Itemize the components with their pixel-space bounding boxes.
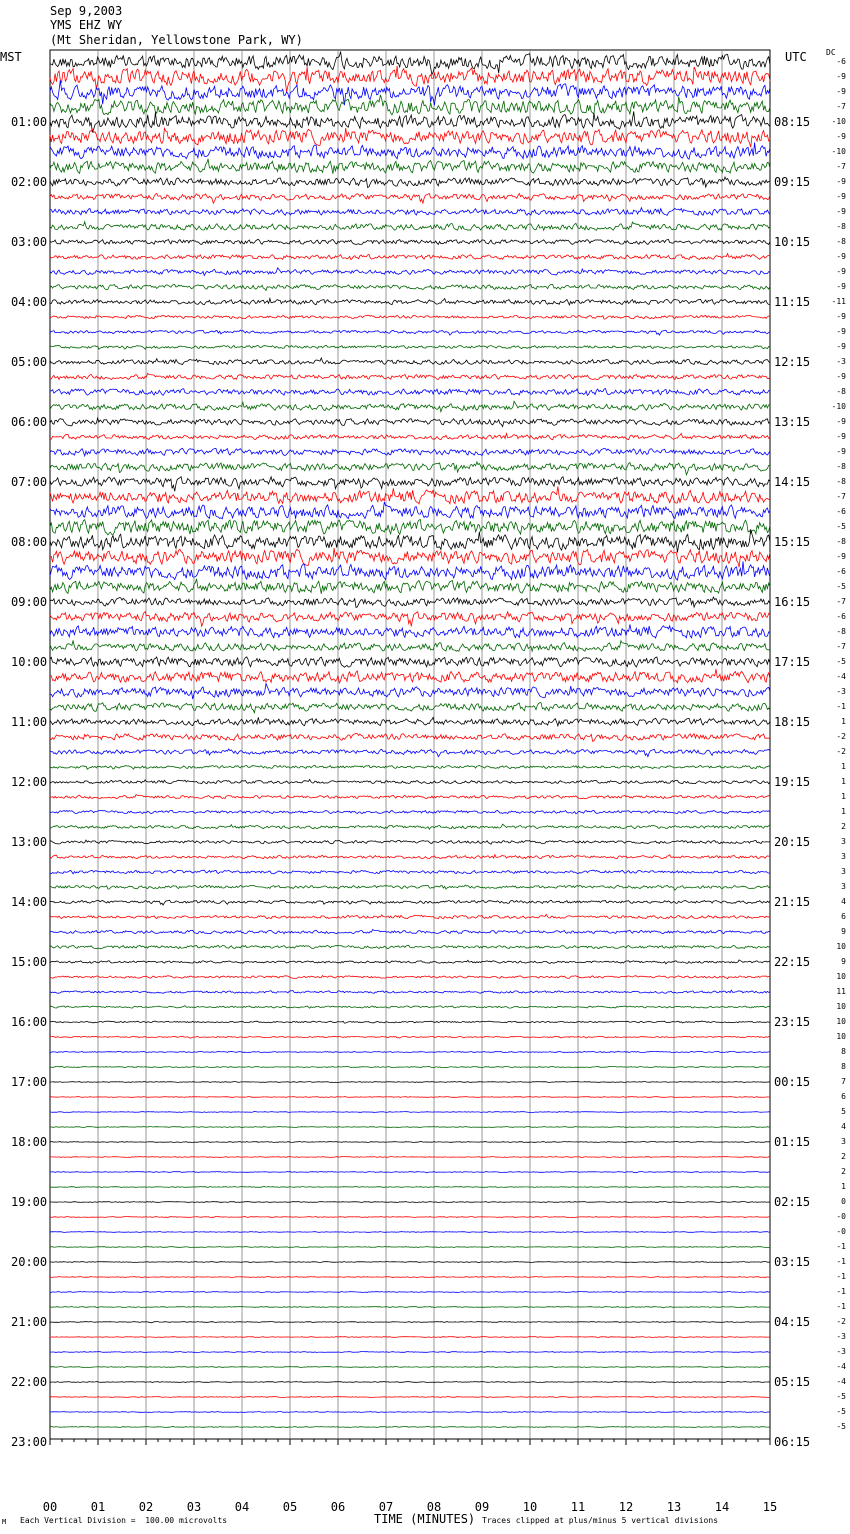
hour-label-left: 05:00 bbox=[11, 355, 48, 369]
trace-43 bbox=[50, 703, 770, 713]
dc-offset-label: -1 bbox=[836, 1257, 846, 1266]
dc-offset-label: -9 bbox=[836, 72, 846, 81]
hour-label-right: 11:15 bbox=[774, 295, 811, 309]
dc-offset-label: -5 bbox=[836, 1422, 846, 1431]
trace-52 bbox=[50, 840, 770, 844]
hour-label-right: 14:15 bbox=[774, 475, 811, 489]
hour-label-left: 03:00 bbox=[11, 235, 48, 249]
trace-3 bbox=[50, 95, 770, 115]
hour-label-right: 08:15 bbox=[774, 115, 811, 129]
trace-70 bbox=[50, 1111, 770, 1112]
trace-1 bbox=[50, 66, 770, 92]
dc-offset-label: -1 bbox=[836, 1302, 846, 1311]
dc-offset-label: -9 bbox=[836, 327, 846, 336]
dc-offset-label: 10 bbox=[836, 1017, 846, 1026]
dc-offset-label: -6 bbox=[836, 612, 846, 621]
hour-label-left: 18:00 bbox=[11, 1135, 48, 1149]
hour-label-left: 13:00 bbox=[11, 835, 48, 849]
dc-offset-label: -7 bbox=[836, 642, 846, 651]
x-tick-label-13: 13 bbox=[666, 1500, 682, 1514]
dc-offset-label: -6 bbox=[836, 507, 846, 516]
trace-18 bbox=[50, 330, 770, 335]
hour-label-right: 19:15 bbox=[774, 775, 811, 789]
hour-label-right: 10:15 bbox=[774, 235, 811, 249]
trace-72 bbox=[50, 1141, 770, 1142]
hour-label-right: 23:15 bbox=[774, 1015, 811, 1029]
x-tick-label-00: 00 bbox=[42, 1500, 58, 1514]
hour-label-left: 22:00 bbox=[11, 1375, 48, 1389]
dc-offset-label: -9 bbox=[836, 552, 846, 561]
trace-37 bbox=[50, 612, 770, 627]
trace-6 bbox=[50, 143, 770, 160]
trace-90 bbox=[50, 1411, 770, 1412]
dc-offset-label: 1 bbox=[841, 1182, 846, 1191]
dc-offset-label: -7 bbox=[836, 162, 846, 171]
clip-note: Traces clipped at plus/minus 5 vertical divisions bbox=[482, 1516, 719, 1525]
dc-offset-header: DC bbox=[826, 48, 836, 57]
dc-offset-label: 1 bbox=[841, 792, 846, 801]
trace-29 bbox=[50, 486, 770, 503]
dc-offset-label: -4 bbox=[836, 672, 846, 681]
dc-offset-label: -3 bbox=[836, 1347, 846, 1356]
dc-offset-label: -6 bbox=[836, 567, 846, 576]
trace-55 bbox=[50, 885, 770, 890]
trace-71 bbox=[50, 1127, 770, 1128]
hour-label-left: 10:00 bbox=[11, 655, 48, 669]
trace-74 bbox=[50, 1172, 770, 1173]
dc-offset-label: 8 bbox=[841, 1047, 846, 1056]
trace-64 bbox=[50, 1021, 770, 1023]
trace-39 bbox=[50, 640, 770, 651]
seismic-traces bbox=[50, 52, 770, 1428]
dc-offset-label: -0 bbox=[836, 1227, 846, 1236]
hour-label-right: 17:15 bbox=[774, 655, 811, 669]
dc-offset-label: -9 bbox=[836, 312, 846, 321]
trace-80 bbox=[50, 1262, 770, 1263]
dc-offset-label: -3 bbox=[836, 357, 846, 366]
hour-label-left: 07:00 bbox=[11, 475, 48, 489]
dc-offset-label: 1 bbox=[841, 717, 846, 726]
trace-85 bbox=[50, 1336, 770, 1337]
dc-offset-label: -9 bbox=[836, 87, 846, 96]
trace-8 bbox=[50, 177, 770, 187]
dc-offset-label: 1 bbox=[841, 777, 846, 786]
dc-offset-label: 6 bbox=[841, 1092, 846, 1101]
dc-offset-label: -9 bbox=[836, 252, 846, 261]
header-date: Sep 9,2003 bbox=[50, 4, 123, 18]
trace-22 bbox=[50, 389, 770, 396]
trace-82 bbox=[50, 1292, 770, 1293]
left-timezone-label: MST bbox=[0, 50, 22, 64]
hour-label-right: 00:15 bbox=[774, 1075, 811, 1089]
hour-label-left: 08:00 bbox=[11, 535, 48, 549]
dc-offset-label: 3 bbox=[841, 852, 846, 861]
trace-83 bbox=[50, 1307, 770, 1308]
trace-40 bbox=[50, 657, 770, 667]
hour-label-left: 12:00 bbox=[11, 775, 48, 789]
dc-offset-label: -10 bbox=[831, 117, 846, 126]
hour-label-left: 20:00 bbox=[11, 1255, 48, 1269]
trace-68 bbox=[50, 1082, 770, 1083]
hour-label-right: 18:15 bbox=[774, 715, 811, 729]
scale-note: Each Vertical Division = 100.00 microvolts bbox=[20, 1516, 228, 1525]
dc-offset-label: 9 bbox=[841, 927, 846, 936]
trace-54 bbox=[50, 870, 770, 874]
hour-label-right: 15:15 bbox=[774, 535, 811, 549]
dc-offset-label: 3 bbox=[841, 1137, 846, 1146]
hour-label-left: 21:00 bbox=[11, 1315, 48, 1329]
hour-label-left: 04:00 bbox=[11, 295, 48, 309]
hour-label-right: 21:15 bbox=[774, 895, 811, 909]
dc-offset-label: -8 bbox=[836, 537, 846, 546]
x-tick-label-04: 04 bbox=[234, 1500, 250, 1514]
dc-offset-label: 8 bbox=[841, 1062, 846, 1071]
hour-label-left: 09:00 bbox=[11, 595, 48, 609]
trace-77 bbox=[50, 1216, 770, 1217]
usgs-logo: M bbox=[2, 1518, 7, 1526]
dc-offset-label: 11 bbox=[836, 987, 846, 996]
hour-label-right: 22:15 bbox=[774, 955, 811, 969]
dc-offset-label: 4 bbox=[841, 1122, 846, 1131]
hour-label-right: 12:15 bbox=[774, 355, 811, 369]
x-tick-label-11: 11 bbox=[570, 1500, 586, 1514]
trace-15 bbox=[50, 284, 770, 290]
trace-51 bbox=[50, 824, 770, 829]
trace-30 bbox=[50, 502, 770, 519]
trace-65 bbox=[50, 1036, 770, 1038]
trace-12 bbox=[50, 239, 770, 244]
dc-offset-label: -5 bbox=[836, 1392, 846, 1401]
dc-offset-label: -2 bbox=[836, 732, 846, 741]
hour-label-right: 05:15 bbox=[774, 1375, 811, 1389]
hour-label-right: 01:15 bbox=[774, 1135, 811, 1149]
hour-label-left: 23:00 bbox=[11, 1435, 48, 1449]
dc-offset-label: -11 bbox=[831, 297, 846, 306]
dc-offset-label: 1 bbox=[841, 762, 846, 771]
hour-label-right: 13:15 bbox=[774, 415, 811, 429]
x-tick-label-10: 10 bbox=[522, 1500, 538, 1514]
trace-91 bbox=[50, 1426, 770, 1427]
trace-47 bbox=[50, 765, 770, 769]
x-tick-label-06: 06 bbox=[330, 1500, 346, 1514]
trace-78 bbox=[50, 1232, 770, 1233]
dc-offset-label: -4 bbox=[836, 1362, 846, 1371]
trace-35 bbox=[50, 579, 770, 594]
trace-53 bbox=[50, 855, 770, 859]
header-location: (Mt Sheridan, Yellowstone Park, WY) bbox=[50, 33, 303, 47]
hour-label-right: 20:15 bbox=[774, 835, 811, 849]
dc-offset-label: -1 bbox=[836, 1272, 846, 1281]
dc-offset-label: -9 bbox=[836, 447, 846, 456]
trace-16 bbox=[50, 299, 770, 305]
trace-28 bbox=[50, 477, 770, 492]
header-station: YMS EHZ WY bbox=[50, 18, 123, 32]
x-tick-label-02: 02 bbox=[138, 1500, 154, 1514]
trace-84 bbox=[50, 1322, 770, 1323]
dc-offset-label: -5 bbox=[836, 1407, 846, 1416]
dc-offset-label: -1 bbox=[836, 1242, 846, 1251]
trace-62 bbox=[50, 990, 770, 993]
trace-44 bbox=[50, 717, 770, 726]
trace-11 bbox=[50, 222, 770, 231]
dc-offset-label: -7 bbox=[836, 492, 846, 501]
trace-34 bbox=[50, 561, 770, 580]
trace-23 bbox=[50, 401, 770, 411]
dc-offset-label: -9 bbox=[836, 342, 846, 351]
hour-label-right: 06:15 bbox=[774, 1435, 811, 1449]
dc-offset-label: 5 bbox=[841, 1107, 846, 1116]
dc-offset-label: -1 bbox=[836, 702, 846, 711]
x-tick-label-05: 05 bbox=[282, 1500, 298, 1514]
dc-offset-label: 2 bbox=[841, 1167, 846, 1176]
trace-88 bbox=[50, 1381, 770, 1382]
dc-offset-label: 10 bbox=[836, 1032, 846, 1041]
trace-79 bbox=[50, 1246, 770, 1247]
trace-75 bbox=[50, 1187, 770, 1188]
trace-21 bbox=[50, 373, 770, 379]
dc-offset-label: -7 bbox=[836, 597, 846, 606]
trace-89 bbox=[50, 1397, 770, 1398]
dc-offset-label: -8 bbox=[836, 387, 846, 396]
dc-offset-label: -3 bbox=[836, 1332, 846, 1341]
trace-76 bbox=[50, 1201, 770, 1202]
x-tick-label-01: 01 bbox=[90, 1500, 106, 1514]
dc-offset-label: -8 bbox=[836, 222, 846, 231]
dc-offset-label: 10 bbox=[836, 1002, 846, 1011]
hour-label-left: 14:00 bbox=[11, 895, 48, 909]
trace-4 bbox=[50, 111, 770, 132]
x-tick-label-07: 07 bbox=[378, 1500, 394, 1514]
trace-66 bbox=[50, 1051, 770, 1052]
dc-offset-label: -9 bbox=[836, 432, 846, 441]
trace-49 bbox=[50, 795, 770, 799]
hour-label-right: 16:15 bbox=[774, 595, 811, 609]
dc-offset-label: -1 bbox=[836, 1287, 846, 1296]
dc-offset-label: 10 bbox=[836, 972, 846, 981]
trace-58 bbox=[50, 930, 770, 934]
hour-label-left: 06:00 bbox=[11, 415, 48, 429]
trace-36 bbox=[50, 597, 770, 607]
dc-offset-label: -8 bbox=[836, 627, 846, 636]
trace-60 bbox=[50, 960, 770, 964]
dc-offset-label: -9 bbox=[836, 282, 846, 291]
dc-offset-label: 0 bbox=[841, 1197, 846, 1206]
trace-26 bbox=[50, 448, 770, 456]
x-tick-label-08: 08 bbox=[426, 1500, 442, 1514]
hour-label-left: 02:00 bbox=[11, 175, 48, 189]
dc-offset-label: 4 bbox=[841, 897, 846, 906]
trace-59 bbox=[50, 945, 770, 948]
hour-label-left: 16:00 bbox=[11, 1015, 48, 1029]
trace-27 bbox=[50, 462, 770, 475]
trace-45 bbox=[50, 733, 770, 741]
dc-offset-label: -4 bbox=[836, 1377, 846, 1386]
trace-5 bbox=[50, 128, 770, 147]
x-axis-label: TIME (MINUTES) bbox=[374, 1512, 476, 1526]
hour-label-left: 19:00 bbox=[11, 1195, 48, 1209]
trace-46 bbox=[50, 749, 770, 757]
dc-offset-label: -6 bbox=[836, 57, 846, 66]
dc-offset-label: -10 bbox=[831, 402, 846, 411]
trace-31 bbox=[50, 520, 770, 535]
dc-offset-label: -8 bbox=[836, 462, 846, 471]
dc-offset-label: -8 bbox=[836, 237, 846, 246]
trace-73 bbox=[50, 1157, 770, 1158]
trace-9 bbox=[50, 193, 770, 203]
trace-24 bbox=[50, 418, 770, 427]
trace-17 bbox=[50, 315, 770, 319]
trace-19 bbox=[50, 345, 770, 349]
trace-63 bbox=[50, 1006, 770, 1009]
dc-offset-label: -10 bbox=[831, 147, 846, 156]
trace-56 bbox=[50, 900, 770, 905]
x-tick-label-03: 03 bbox=[186, 1500, 202, 1514]
hour-label-left: 15:00 bbox=[11, 955, 48, 969]
dc-offset-label: 1 bbox=[841, 807, 846, 816]
trace-10 bbox=[50, 208, 770, 216]
x-tick-label-15: 15 bbox=[762, 1500, 778, 1514]
trace-50 bbox=[50, 810, 770, 813]
trace-61 bbox=[50, 976, 770, 979]
trace-32 bbox=[50, 529, 770, 552]
dc-offset-label: -8 bbox=[836, 477, 846, 486]
trace-38 bbox=[50, 624, 770, 638]
trace-13 bbox=[50, 254, 770, 260]
hour-label-right: 04:15 bbox=[774, 1315, 811, 1329]
time-axis bbox=[50, 1439, 770, 1445]
dc-offset-label: 2 bbox=[841, 1152, 846, 1161]
dc-offset-label: -0 bbox=[836, 1212, 846, 1221]
hour-label-left: 11:00 bbox=[11, 715, 48, 729]
trace-81 bbox=[50, 1276, 770, 1277]
dc-offset-label: -9 bbox=[836, 267, 846, 276]
trace-57 bbox=[50, 914, 770, 918]
trace-42 bbox=[50, 684, 770, 700]
trace-41 bbox=[50, 669, 770, 683]
dc-offset-label: 6 bbox=[841, 912, 846, 921]
trace-14 bbox=[50, 268, 770, 276]
x-tick-label-14: 14 bbox=[714, 1500, 730, 1514]
dc-offset-label: -5 bbox=[836, 522, 846, 531]
dc-offset-label: -9 bbox=[836, 132, 846, 141]
dc-offset-label: -7 bbox=[836, 102, 846, 111]
dc-offset-label: -2 bbox=[836, 1317, 846, 1326]
dc-offset-label: -2 bbox=[836, 747, 846, 756]
trace-86 bbox=[50, 1351, 770, 1352]
hour-label-right: 02:15 bbox=[774, 1195, 811, 1209]
trace-20 bbox=[50, 358, 770, 365]
trace-69 bbox=[50, 1096, 770, 1097]
dc-offset-label: 7 bbox=[841, 1077, 846, 1086]
dc-offset-label: -9 bbox=[836, 207, 846, 216]
dc-offset-label: 3 bbox=[841, 837, 846, 846]
dc-offset-label: 2 bbox=[841, 822, 846, 831]
x-tick-label-09: 09 bbox=[474, 1500, 490, 1514]
hour-label-left: 01:00 bbox=[11, 115, 48, 129]
dc-offset-label: -9 bbox=[836, 372, 846, 381]
dc-offset-label: 3 bbox=[841, 867, 846, 876]
trace-87 bbox=[50, 1367, 770, 1368]
hour-label-left: 17:00 bbox=[11, 1075, 48, 1089]
trace-33 bbox=[50, 548, 770, 567]
dc-offset-label: -9 bbox=[836, 417, 846, 426]
dc-offset-label: -9 bbox=[836, 192, 846, 201]
hour-label-right: 03:15 bbox=[774, 1255, 811, 1269]
dc-offset-label: 3 bbox=[841, 882, 846, 891]
dc-offset-label: -5 bbox=[836, 582, 846, 591]
x-tick-label-12: 12 bbox=[618, 1500, 634, 1514]
dc-offset-label: -3 bbox=[836, 687, 846, 696]
dc-offset-label: 10 bbox=[836, 942, 846, 951]
dc-offset-label: -5 bbox=[836, 657, 846, 666]
hour-label-right: 09:15 bbox=[774, 175, 811, 189]
right-timezone-label: UTC bbox=[785, 50, 807, 64]
dc-offset-label: 9 bbox=[841, 957, 846, 966]
dc-offset-label: -9 bbox=[836, 177, 846, 186]
trace-7 bbox=[50, 159, 770, 174]
trace-2 bbox=[50, 80, 770, 105]
trace-25 bbox=[50, 434, 770, 440]
trace-48 bbox=[50, 779, 770, 783]
trace-67 bbox=[50, 1066, 770, 1067]
